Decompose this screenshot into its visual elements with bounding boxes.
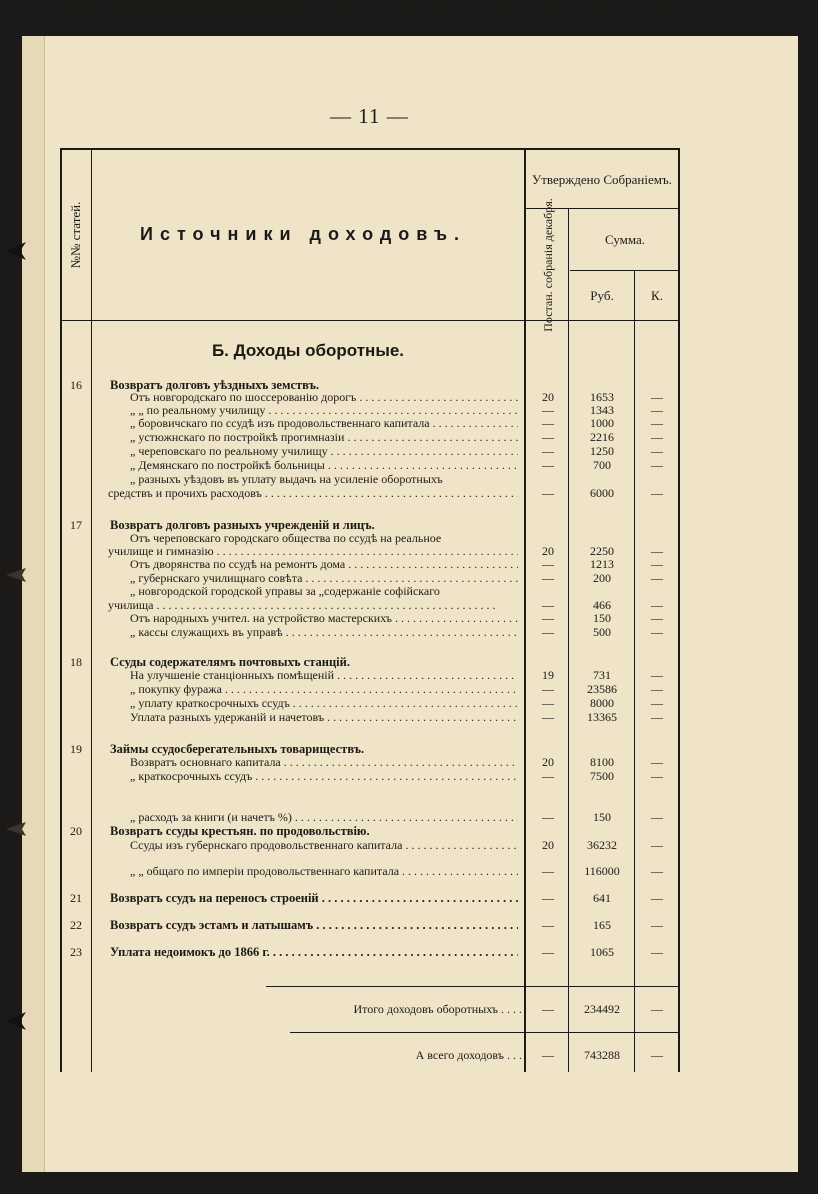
article-number: 21 xyxy=(70,891,82,905)
row-post: — xyxy=(542,598,554,612)
row-kop: — xyxy=(651,945,663,959)
row-label: Уплата недоимокъ до 1866 г. . . . xyxy=(110,945,518,960)
table-row xyxy=(60,430,680,445)
row-label: „ „ по реальному училищу . . . xyxy=(130,403,518,418)
row-kop: — xyxy=(651,810,663,824)
row-label: „ Демянскаго по постройкѣ больницы . . . xyxy=(130,458,518,473)
row-rub: 7500 xyxy=(590,769,614,783)
row-kop: — xyxy=(651,668,663,682)
row-label: Возвратъ основнаго капитала . . . xyxy=(130,755,518,770)
table-row xyxy=(60,486,680,501)
row-label: „ кассы служащихъ въ управѣ . . . xyxy=(130,625,518,640)
row-rub: 200 xyxy=(593,571,611,585)
row-post: — xyxy=(542,557,554,571)
table-row xyxy=(60,682,680,697)
row-kop: — xyxy=(651,416,663,430)
row-kop: — xyxy=(651,390,663,404)
row-post: — xyxy=(542,0,554,14)
row-kop: — xyxy=(651,611,663,625)
row-label: Возвратъ ссуды крестьян. по продовольствію. xyxy=(110,824,370,838)
row-label: „ разныхъ уѣздовъ въ уплату выдачъ на усиленіе оборотныхъ xyxy=(130,472,443,486)
article-number: 18 xyxy=(70,655,82,669)
article-number: 24 xyxy=(70,0,82,14)
row-label: „ краткосрочныхъ ссудъ . . . xyxy=(130,769,518,784)
binding-hole-icon xyxy=(6,1010,30,1032)
row-kop: — xyxy=(651,403,663,417)
row-rub: 1000 xyxy=(590,416,614,430)
article-number: 16 xyxy=(70,378,82,392)
row-label: Возвратъ ссудъ эстамъ и латышамъ . . . xyxy=(110,918,518,933)
row-rub: 13365 xyxy=(587,710,617,724)
page-number: — 11 — xyxy=(330,104,409,128)
row-kop: — xyxy=(651,598,663,612)
row-post: — xyxy=(542,625,554,639)
header-post-decision: Постан. собранія декабря. xyxy=(541,198,555,332)
row-post: 20 xyxy=(542,838,554,852)
total-post: — xyxy=(542,1048,554,1062)
row-rub: 2250 xyxy=(590,544,614,558)
table-row xyxy=(60,945,680,960)
row-rub: 1343 xyxy=(590,403,614,417)
table-row xyxy=(60,838,680,853)
row-rub: 641 xyxy=(593,891,611,905)
row-rub: 466 xyxy=(593,598,611,612)
row-kop: — xyxy=(651,544,663,558)
row-rub: 150 xyxy=(593,810,611,824)
row-post: 20 xyxy=(542,755,554,769)
row-post: — xyxy=(542,430,554,444)
row-label: Отъ дворянства по ссудѣ на ремонтъ дома . . . xyxy=(130,557,518,572)
page-binding-edge xyxy=(22,36,45,1172)
total-row xyxy=(60,1002,680,1017)
row-kop: — xyxy=(651,458,663,472)
table-row xyxy=(60,696,680,711)
row-kop: — xyxy=(651,710,663,724)
row-label: училище и гимназію . . . xyxy=(108,544,518,559)
row-rub: 500 xyxy=(593,625,611,639)
table-row xyxy=(60,416,680,431)
row-label: Займы ссудосберегательныхъ товариществъ. xyxy=(110,742,365,756)
row-label: средствъ и прочихъ расходовъ . . . xyxy=(108,486,518,501)
table-row xyxy=(60,824,680,839)
row-post: — xyxy=(542,611,554,625)
row-label: Ссуды содержателямъ почтовыхъ станцій. xyxy=(110,655,350,669)
total-rub: 234492 xyxy=(584,1002,620,1016)
table-row xyxy=(60,918,680,933)
row-label: Ссуды изъ губернскаго продовольственнаго капитала . . . xyxy=(130,838,518,853)
row-post: — xyxy=(542,864,554,878)
row-rub: 150 xyxy=(593,611,611,625)
table-row xyxy=(60,472,680,487)
header-approved: Утверждено Собраніемъ. xyxy=(532,172,672,187)
row-label: „ череповскаго по реальному училищу . . . xyxy=(130,444,518,459)
row-label: „ боровичскаго по ссудѣ изъ продовольственнаго капитала . . . xyxy=(130,416,518,431)
row-label: Возвратъ долговъ уѣздныхъ земствъ. xyxy=(110,378,320,392)
row-label: „ покупку фуража . . . xyxy=(130,682,518,697)
table-row xyxy=(60,458,680,473)
total-kop: — xyxy=(651,1048,663,1062)
row-label: „ губернскаго училищнаго совѣта . . . xyxy=(130,571,518,586)
row-post: — xyxy=(542,444,554,458)
row-rub: 8000 xyxy=(590,696,614,710)
article-number: 17 xyxy=(70,518,82,532)
table-row xyxy=(60,864,680,879)
row-kop: — xyxy=(651,838,663,852)
row-label: Уплата разныхъ удержаній и начетовъ . . . xyxy=(130,710,518,725)
table-row xyxy=(60,0,680,15)
table-row xyxy=(60,611,680,626)
header-sum: Сумма. xyxy=(604,232,646,247)
row-post: — xyxy=(542,571,554,585)
row-rub: 8100 xyxy=(590,755,614,769)
row-rub: 165 xyxy=(593,918,611,932)
header-number-column: №№ статей. xyxy=(68,201,83,269)
row-kop: — xyxy=(651,864,663,878)
row-post: — xyxy=(542,891,554,905)
total-kop: — xyxy=(651,1002,663,1016)
table-row xyxy=(60,891,680,906)
row-rub: 36232 xyxy=(587,838,617,852)
row-kop: — xyxy=(651,571,663,585)
row-rub: 1250 xyxy=(590,444,614,458)
table-row xyxy=(60,584,680,599)
total-row xyxy=(60,1048,680,1063)
row-post: — xyxy=(542,403,554,417)
binding-hole-icon xyxy=(6,818,30,840)
row-rub: 23586 xyxy=(587,682,617,696)
row-post: — xyxy=(542,918,554,932)
article-number: 23 xyxy=(70,945,82,959)
row-kop: — xyxy=(651,486,663,500)
table-row xyxy=(60,769,680,784)
row-label: „ расходъ за книги (и начетъ %) . . . xyxy=(130,810,518,825)
table-row xyxy=(60,710,680,725)
row-rub: 1653 xyxy=(590,390,614,404)
row-rub: 16 xyxy=(596,0,608,14)
article-number: 22 xyxy=(70,918,82,932)
row-kop: — xyxy=(651,755,663,769)
row-rub: 700 xyxy=(593,458,611,472)
row-kop: — xyxy=(651,696,663,710)
row-post: — xyxy=(542,696,554,710)
row-label: училища . . . xyxy=(108,598,518,613)
section-title: Б. Доходы оборотные. xyxy=(211,341,405,360)
row-rub: 2216 xyxy=(590,430,614,444)
table-row xyxy=(60,625,680,640)
row-kop: — xyxy=(651,769,663,783)
row-rub: 6000 xyxy=(590,486,614,500)
row-rub: 116000 xyxy=(584,864,620,878)
row-kop: — xyxy=(651,918,663,932)
row-post: — xyxy=(542,769,554,783)
row-post: 20 xyxy=(542,390,554,404)
row-label: „ новгородской городской управы за „содержаніе софійскаго xyxy=(130,584,440,598)
row-post: 19 xyxy=(542,668,554,682)
row-rub: 1065 xyxy=(590,945,614,959)
row-post: — xyxy=(542,416,554,430)
row-post: — xyxy=(542,458,554,472)
row-kop: — xyxy=(651,444,663,458)
row-label: „ устюжнскаго по постройкѣ прогимназіи . . . xyxy=(130,430,518,445)
row-label: „ уплату краткосрочныхъ ссудъ . . . xyxy=(130,696,518,711)
header-kop: К. xyxy=(651,288,663,303)
header-rub: Руб. xyxy=(590,288,614,303)
row-rub: 1213 xyxy=(590,557,614,571)
total-label: Итого доходовъ оборотныхъ . . . . xyxy=(353,1002,522,1016)
row-kop: — xyxy=(651,625,663,639)
header-sources-column: Источники доходовъ. xyxy=(140,224,466,244)
row-label: „ „ общаго по имперіи продовольственнаго капитала . . . xyxy=(130,864,518,879)
row-label: Отъ череповскаго городскаго общества по ссудѣ на реальное xyxy=(130,531,442,545)
binding-hole-icon xyxy=(6,564,30,586)
table-row xyxy=(60,668,680,683)
row-label: Отъ народныхъ учител. на устройство мастерскихъ . . . xyxy=(130,611,518,626)
row-kop: — xyxy=(651,430,663,444)
row-label: Отъ новгородскаго по шоссерованію дорогъ . . . xyxy=(130,390,518,405)
row-kop: — xyxy=(651,891,663,905)
row-post: — xyxy=(542,682,554,696)
row-label: Продажа страховыхъ знаковъ . . . xyxy=(110,0,518,15)
binding-hole-icon xyxy=(6,240,30,262)
row-kop: — xyxy=(651,0,663,14)
row-label: Возвратъ долговъ разныхъ учрежденій и лицъ. xyxy=(110,518,375,532)
row-kop: — xyxy=(651,557,663,571)
table-row xyxy=(60,755,680,770)
article-number: 20 xyxy=(70,824,82,838)
total-rub: 743288 xyxy=(584,1048,620,1062)
row-post: — xyxy=(542,710,554,724)
row-post: — xyxy=(542,810,554,824)
table-row xyxy=(60,444,680,459)
row-label: На улучшеніе станціонныхъ помѣщеній . . . xyxy=(130,668,518,683)
row-kop: — xyxy=(651,682,663,696)
row-label: Возвратъ ссудъ на переносъ строеній . . . xyxy=(110,891,518,906)
table-row xyxy=(60,810,680,825)
total-post: — xyxy=(542,1002,554,1016)
article-number: 19 xyxy=(70,742,82,756)
row-post: 20 xyxy=(542,544,554,558)
table-row xyxy=(60,557,680,572)
row-rub: 731 xyxy=(593,668,611,682)
row-post: — xyxy=(542,945,554,959)
total-label: А всего доходовъ . . . xyxy=(415,1048,522,1062)
row-post: — xyxy=(542,486,554,500)
